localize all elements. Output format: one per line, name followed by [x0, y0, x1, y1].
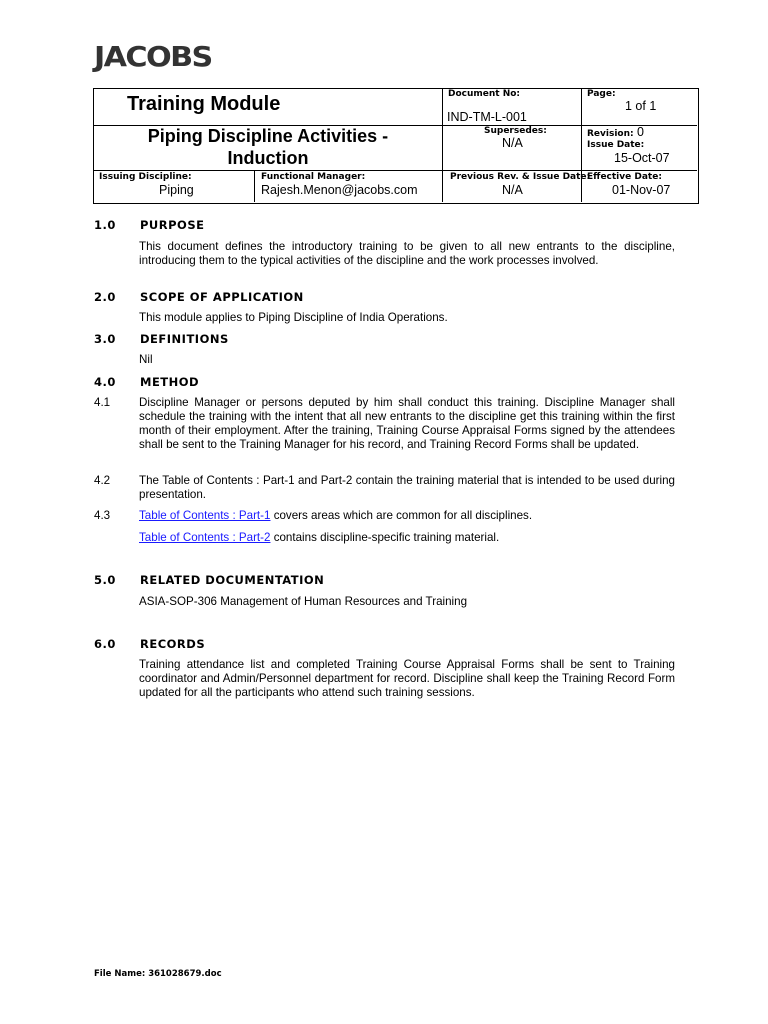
document-header-table: [93, 88, 699, 204]
functional-manager-value: Rajesh.Menon@jacobs.com: [261, 183, 418, 197]
module-subtitle: Piping Discipline Activities - Induction: [147, 126, 389, 168]
scope-text: This module applies to Piping Discipline of India Operations.: [139, 311, 448, 324]
purpose-text: This document defines the introductory training to be given to all new entrants to the discipline, introducing them to the typical activities of the discipline and the work processes involved.: [139, 240, 675, 267]
effective-date-value: 01-Nov-07: [612, 183, 671, 197]
section-heading-records: 6.0 RECORDS: [94, 637, 206, 651]
toc-part2-link[interactable]: Table of Contents : Part-2: [139, 531, 271, 544]
method-item-toc-part2: Table of Contents : Part-2 contains discipline-specific training material.: [139, 531, 500, 544]
records-text: Training attendance list and completed Training Course Appraisal Forms shall be sent to Training coordinator and Admin/Personnel department for record. Discipline shall keep the Training Record Form updated for all the participants who attend such training sessions.: [139, 658, 675, 699]
method-item-number: 4.3: [94, 509, 111, 522]
section-heading-scope: 2.0 SCOPE OF APPLICATION: [94, 290, 304, 304]
section-heading-method: 4.0 METHOD: [94, 375, 200, 389]
issue-date-value: 15-Oct-07: [614, 151, 670, 165]
revision-label: Revision:: [587, 129, 634, 139]
method-item-text: The Table of Contents : Part-1 and Part-2 contain the training material that is intended to be used during presentation.: [139, 474, 675, 501]
document-no-value: IND-TM-L-001: [447, 110, 527, 124]
previous-rev-label: Previous Rev. & Issue Date:: [450, 172, 591, 182]
method-item-number: 4.2: [94, 474, 111, 487]
page-value: 1 of 1: [625, 99, 657, 113]
issuing-discipline-value: Piping: [159, 183, 194, 197]
definitions-text: Nil: [139, 353, 153, 366]
section-heading-related-documentation: 5.0 RELATED DOCUMENTATION: [94, 573, 325, 587]
toc-part1-link[interactable]: Table of Contents : Part-1: [139, 509, 271, 522]
page-label: Page:: [587, 89, 616, 99]
related-documentation-text: ASIA-SOP-306 Management of Human Resources and Training: [139, 595, 468, 608]
section-heading-purpose: 1.0 PURPOSE: [94, 218, 205, 232]
module-title: Training Module: [127, 93, 281, 115]
file-name-footer: File Name: 361028679.doc: [94, 969, 222, 979]
issuing-discipline-label: Issuing Discipline:: [99, 172, 192, 182]
method-item-number: 4.1: [94, 396, 111, 409]
supersedes-label: Supersedes:: [484, 126, 547, 136]
jacobs-logo: JACOBS: [94, 40, 212, 73]
functional-manager-label: Functional Manager:: [261, 172, 366, 182]
issue-date-label: Issue Date:: [587, 140, 645, 150]
document-no-label: Document No:: [448, 89, 521, 99]
supersedes-value: N/A: [502, 136, 523, 150]
effective-date-label: Effective Date:: [587, 172, 662, 182]
revision-value: 0: [637, 125, 644, 139]
previous-rev-value: N/A: [502, 183, 523, 197]
method-item-text: Discipline Manager or persons deputed by him shall conduct this training. Discipline Manager shall schedule the training with the intent that all new entrants to the discipline get this training within the first month of their employment. After the training, Training Course Appraisal Forms signed by the attendees shall be sent to the Training Manager for his record, and Training Record Forms shall be updated.: [139, 396, 675, 451]
method-item-toc-part1: Table of Contents : Part-1 covers areas which are common for all disciplines.: [139, 509, 533, 522]
section-heading-definitions: 3.0 DEFINITIONS: [94, 332, 229, 346]
